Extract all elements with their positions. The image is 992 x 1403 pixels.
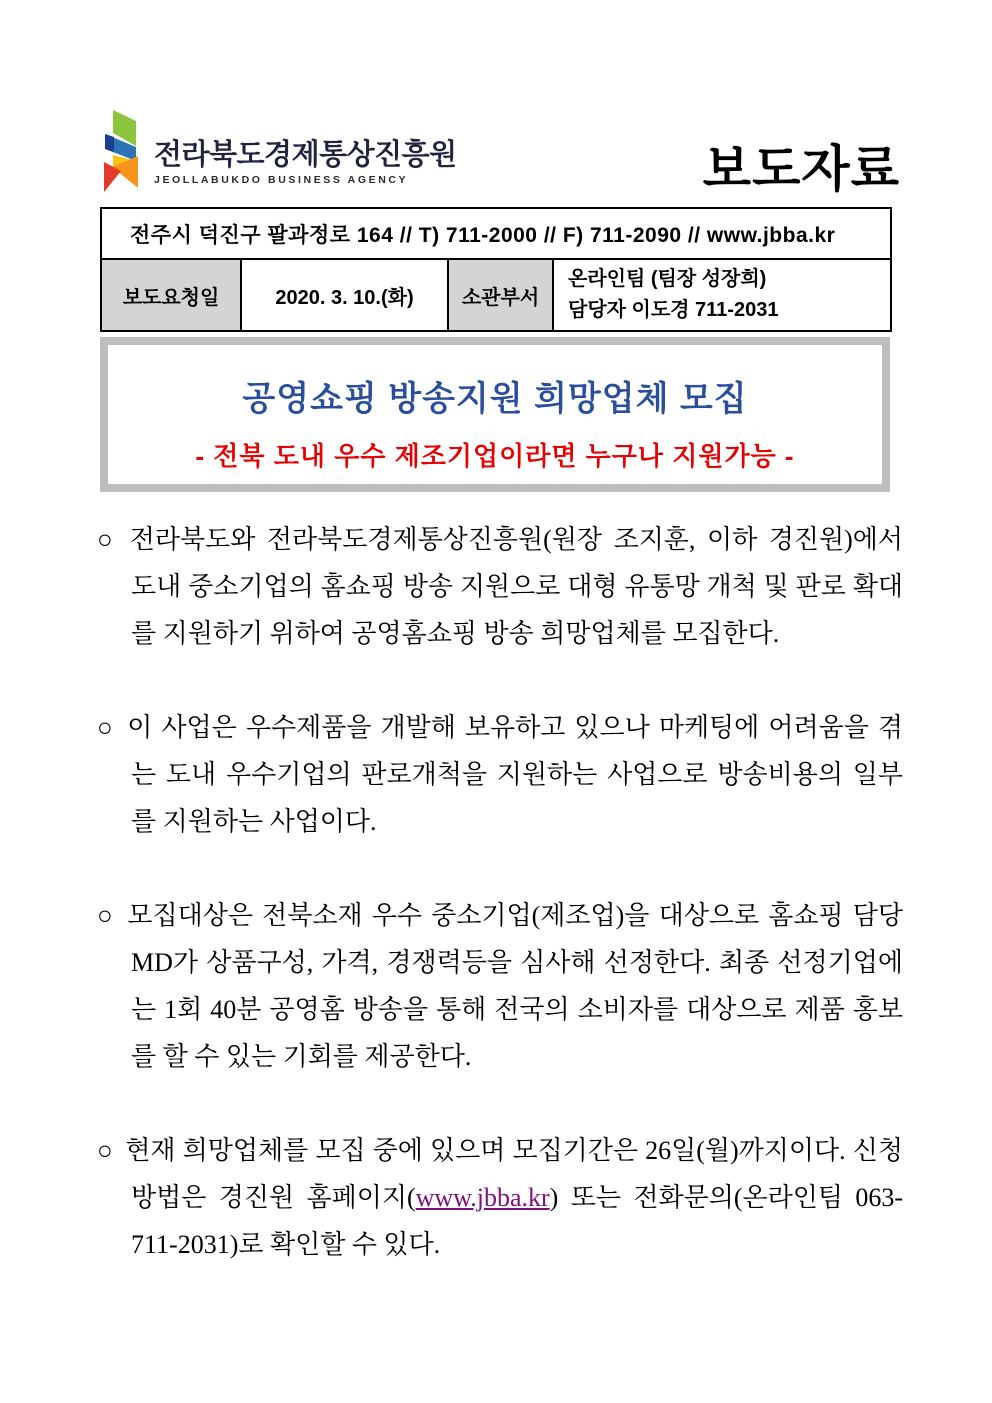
article-body [97,516,903,1315]
address-cell: 전주시 덕진구 팔과정로 164 // T) 711-2000 // F) 711-2090 // www.jbba.kr [101,208,891,259]
contact-info-table [100,207,892,332]
agency-logo [100,108,457,200]
paragraph-2-text: 이 사업은 우수제품을 개발해 보유하고 있으나 마케팅에 어려움을 겪는 도내 우수기업의 판로개척을 지원하는 사업으로 방송비용의 일부를 지원하는 사업이다. [127,713,903,836]
jbba-website-link[interactable]: www.jbba.kr [415,1183,550,1212]
document-type-title: 보도자료 [702,141,900,197]
headline-subtitle: - 전북 도내 우수 제조기업이라면 누구나 지원가능 - [195,441,795,471]
bullet-icon: ○ [97,525,118,554]
paragraph-2 [97,704,903,845]
table-row [101,208,891,259]
paragraph-4-text-before-link: 현재 희망업체를 모집 중에 있으며 모집기간은 26일(월)까지이다. 신청방법은 경진원 홈페이지( [125,1136,903,1212]
department-cell [553,259,891,331]
paragraph-3 [97,892,903,1080]
department-contact-line: 담당자 이도경 711-2031 [568,299,779,321]
agency-name-english: JEOLLABUKDO BUSINESS AGENCY [154,174,409,187]
paragraph-3-text: 모집대상은 전북소재 우수 중소기업(제조업)을 대상으로 홈쇼핑 담당 MD가 상품구성, 가격, 경쟁력등을 심사해 선정한다. 최종 선정기업에는 1회 40분 공영홈 방송을 통해 전국의 소비자를 대상으로 제품 홍보를 할 수 있는 기회를 제공한다. [127,901,903,1071]
request-date-label-cell: 보도요청일 [101,259,241,331]
paragraph-1 [97,516,903,657]
agency-name-block [154,140,457,187]
headline-title: 공영쇼핑 방송지원 희망업체 모집 [242,380,748,418]
request-date-cell: 2020. 3. 10.(화) [241,259,448,331]
department-team-line: 온라인팀 (팀장 성장희) [568,268,767,290]
paragraph-1-text: 전라북도와 전라북도경제통상진흥원(원장 조지훈, 이하 경진원)에서 도내 중소기업의 홈쇼핑 방송 지원으로 대형 유통망 개척 및 판로 확대를 지원하기 위하여 공영홈쇼핑 방송 희망업체를 모집한다. [129,525,903,648]
paragraph-4-text-after-link: ) 또는 전화문의(온라인팀 063-711-2031)로 확인할 수 있다. [131,1183,903,1259]
bullet-icon: ○ [97,713,116,742]
department-label-cell: 소관부서 [448,259,553,331]
agency-logo-icon [100,108,146,200]
bullet-icon: ○ [97,1136,114,1165]
bullet-icon: ○ [97,901,116,930]
paragraph-4 [97,1127,903,1268]
headline-box [100,337,890,492]
agency-name-korean: 전라북도경제통상진흥원 [154,138,457,171]
header [100,108,900,200]
table-row [101,259,891,331]
